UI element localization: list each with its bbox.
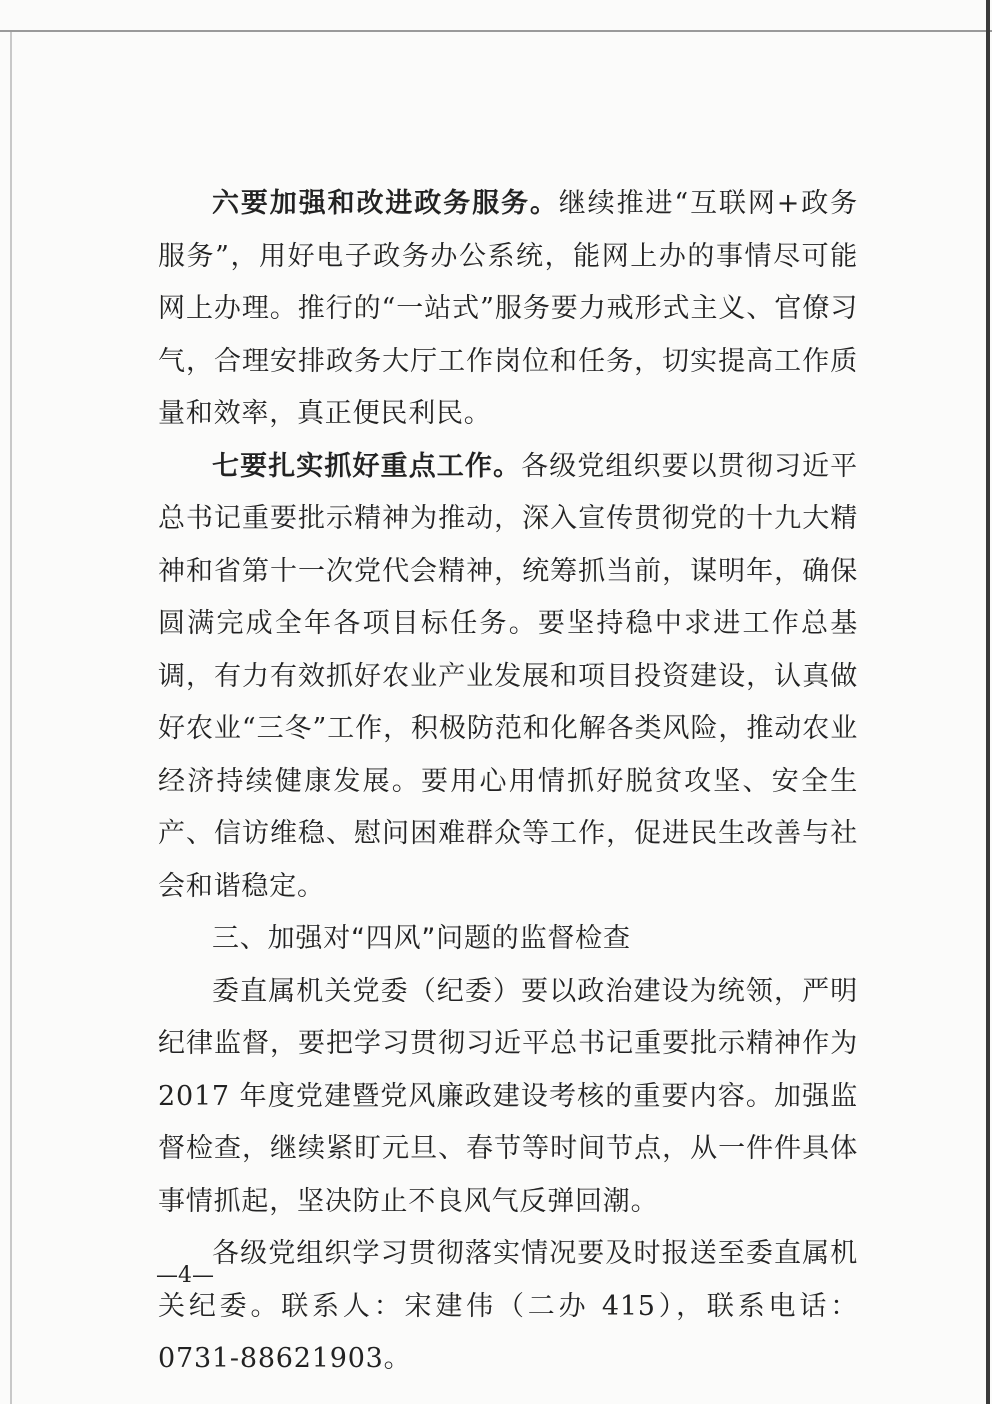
- document-body: [158, 178, 858, 1386]
- paragraph-seven-text: 各级党组织要以贯彻习近平总书记重要批示精神为推动，深入宣传贯彻党的十九大精神和省第十一次党代会精神，统筹抓当前，谋明年，确保圆满完成全年各项目标任务。要坚持稳中求进工作总基调，有力有效抓好农业产业发展和项目投资建设，认真做好农业“三冬”工作，积极防范和化解各类风险，推动农业经济持续健康发展。要用心用情抓好脱贫攻坚、安全生产、信访维稳、慰问困难群众等工作，促进民生改善与社会和谐稳定。: [158, 450, 858, 902]
- scan-left-edge: [10, 32, 12, 1404]
- paragraph-six-heading: 六要加强和改进政务服务。: [212, 188, 559, 219]
- scan-top-edge: [0, 30, 992, 32]
- paragraph-seven: [158, 441, 858, 914]
- paragraph-seven-heading: 七要扎实抓好重点工作。: [212, 450, 522, 482]
- page-number: —4—: [156, 1263, 214, 1288]
- paragraph-six: [158, 178, 858, 441]
- section-three-heading: 三、加强对“四风”问题的监督检查: [212, 923, 631, 954]
- section-three-paragraph-1: 委直属机关党委（纪委）要以政治建设为统领，严明纪律监督，要把学习贯彻习近平总书记重要批示精神作为 2017 年度党建暨党风廉政建设考核的重要内容。加强监督检查，继续紧盯元旦、春节等时间节点，从一件件具体事情抓起，坚决防止不良风气反弹回潮。: [158, 975, 858, 1217]
- paragraph-six-text: 继续推进“互联网+政务服务”，用好电子政务办公系统，能网上办的事情尽可能网上办理。推行的“一站式”服务要力戒形式主义、官僚习气，合理安排政务大厅工作岗位和任务，切实提高工作质量和效率，真正便民利民。: [158, 188, 858, 429]
- scan-right-edge: [986, 0, 990, 1404]
- section-three-paragraph-2: 各级党组织学习贯彻落实情况要及时报送至委直属机关纪委。联系人：宋建伟（二办 415），联系电话：0731-88621903。: [158, 1238, 858, 1374]
